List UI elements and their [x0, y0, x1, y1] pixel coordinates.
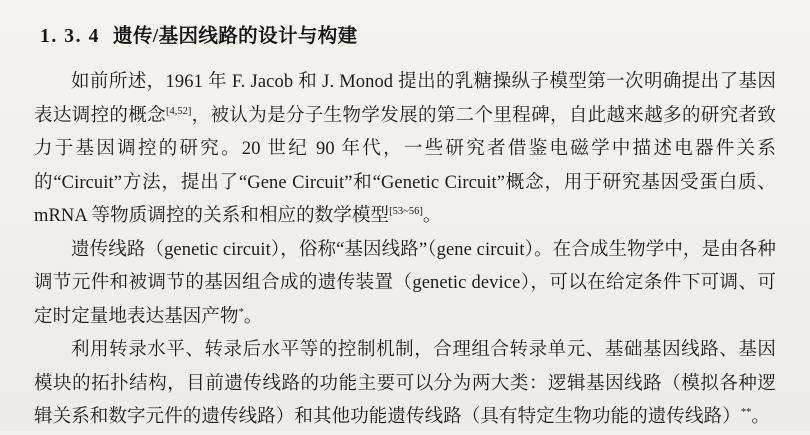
paragraph-1: 如前所述，1961 年 F. Jacob 和 J. Monod 提出的乳糖操纵子模型第一次明确提出了基因表达调控的概念[4,52]，被认为是分子生物学发展的第二个里程碑，自此越来越多的研究者致力于基因调控的研究。20 世纪 90 年代，一些研究者借鉴电磁学中描述电器件关系的“Circuit”方法，提出了“Gene Circuit”和“Genetic Circuit”概念，用于研究基因受蛋白质、mRNA 等物质调控的关系和相应的数学模型[53~56]。 [34, 72, 776, 226]
reference-mark: [4,52] [166, 105, 192, 117]
paragraph-2: 遗传线路（genetic circuit），俗称“基因线路”（gene circuit）。在合成生物学中，是由各种调节元件和被调节的基因组合成的遗传装置（genetic device），可以在给定条件下可调、可定时定量地表达基因产物*。 [34, 239, 776, 327]
section-number: 1. 3. 4 [40, 26, 100, 47]
paragraph-3: 利用转录水平、转录后水平等的控制机制，合理组合转录单元、基础基因线路、基因模块的拓扑结构，目前遗传线路的功能主要可以分为两大类：逻辑基因线路（模拟各种逻辑关系和数字元件的遗传线路）和其他功能遗传线路（具有特定生物功能的遗传线路）**。 [34, 340, 776, 427]
section-heading [40, 20, 776, 48]
reference-mark: [53~56] [389, 205, 423, 217]
section-title: 遗传/基因线路的设计与构建 [112, 26, 358, 47]
reference-mark: ** [740, 406, 752, 418]
reference-mark: * [238, 306, 244, 318]
